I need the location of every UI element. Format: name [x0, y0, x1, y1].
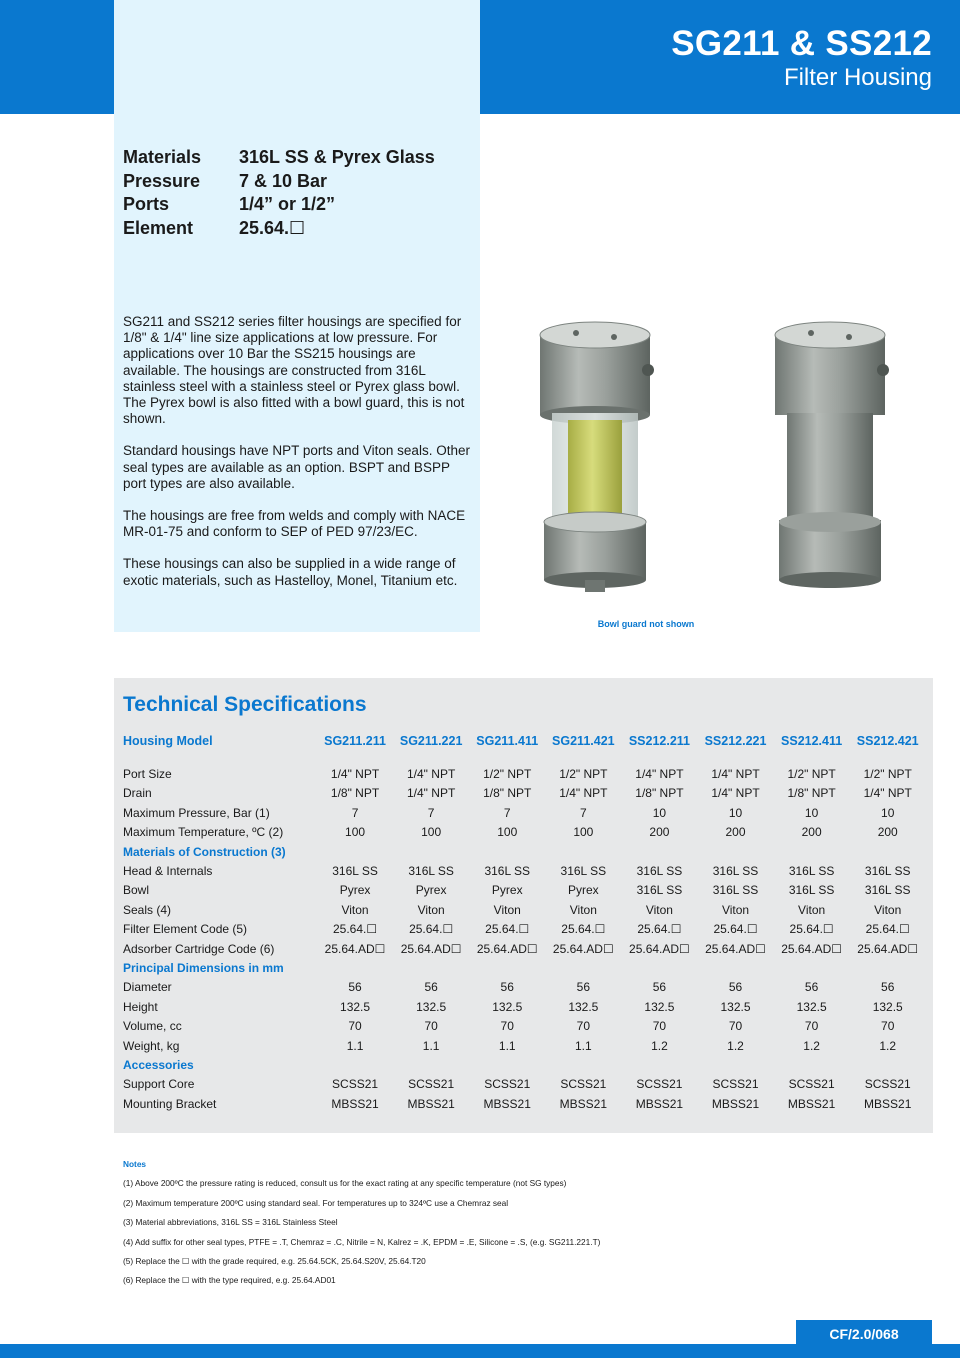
table-cell: MBSS21 — [864, 1096, 912, 1111]
table-cell: 25.64.AD☐ — [705, 941, 766, 956]
row-label: Adsorber Cartridge Code (6) — [123, 941, 275, 956]
table-cell: 56 — [576, 980, 590, 995]
table-cell: 100 — [421, 825, 442, 840]
table-cell: 1.2 — [727, 1038, 744, 1053]
table-cell: SCSS21 — [636, 1077, 683, 1092]
table-cell: 7 — [579, 805, 587, 820]
header-accent-left — [0, 0, 114, 114]
description-paragraph: SG211 and SS212 series filter housings are specified for 1/8" & 1/4" line size applications at low pressure. For applications over 10 Bar the SS215 housings are available. The housings are constructed from 316L stainless steel with a stainless steel or Pyrex glass bowl. The Pyrex bowl is also fitted with a bowl guard, this is not shown. — [123, 314, 465, 427]
table-cell: 25.64.☐ — [789, 922, 834, 937]
table-row — [123, 939, 926, 958]
table-row — [123, 861, 926, 880]
table-row — [123, 803, 926, 822]
table-cell: 56 — [500, 980, 514, 995]
product-illustration — [530, 315, 900, 615]
table-cell: Viton — [798, 902, 826, 917]
glass-bowl-housing — [540, 322, 654, 592]
row-label: Filter Element Code (5) — [123, 922, 248, 937]
table-cell: 1/4" NPT — [407, 786, 456, 801]
table-cell: MBSS21 — [711, 1096, 760, 1111]
table-cell: SCSS21 — [864, 1077, 911, 1092]
row-label: Seals (4) — [123, 902, 172, 917]
description-paragraph: These housings can also be supplied in a wide range of exotic materials, such as Hastelloy, Monel, Titanium etc. — [123, 556, 458, 588]
table-cell: Viton — [721, 902, 750, 917]
table-cell: 25.64.AD☐ — [781, 941, 842, 956]
table-cell: Pyrex — [567, 883, 599, 898]
table-cell: 132.5 — [796, 999, 827, 1014]
table-cell: 1/8" NPT — [483, 786, 532, 801]
table-cell: 70 — [576, 1019, 590, 1034]
table-cell: MBSS21 — [559, 1096, 607, 1111]
spec-table — [123, 731, 926, 1113]
spec-label: Pressure — [123, 170, 201, 191]
table-cell: 25.64.AD☐ — [400, 941, 462, 956]
table-section-row — [123, 1055, 926, 1074]
table-row — [123, 823, 926, 842]
table-cell: 25.64.☐ — [485, 922, 530, 937]
description-paragraph: The housings are free from welds and comply with NACE MR-01-75 and conform to SEP of PED 97/23/EC. — [123, 508, 466, 540]
row-label: Height — [123, 999, 158, 1014]
spec-label: Ports — [123, 194, 170, 214]
section-title: Technical Specifications — [123, 693, 367, 716]
table-cell: 1/2" NPT — [787, 767, 836, 782]
table-cell: 25.64.☐ — [561, 922, 606, 937]
row-label: Mounting Bracket — [123, 1096, 217, 1111]
table-cell: 56 — [728, 980, 743, 995]
filter-housings-image — [530, 315, 900, 615]
table-cell: 7 — [427, 805, 435, 820]
table-cell: 1/2" NPT — [559, 767, 608, 782]
table-cell: 1/4" NPT — [863, 786, 912, 801]
note-item: (6) Replace the ☐ with the type required, e.g. 25.64.AD01 — [123, 1275, 336, 1286]
table-cell: 200 — [801, 825, 822, 840]
table-cell: 1.1 — [574, 1038, 592, 1053]
table-cell: 25.64.☐ — [332, 922, 378, 937]
table-cell: 56 — [424, 980, 438, 995]
table-cell: 70 — [804, 1019, 819, 1034]
table-cell: 316L SS — [788, 883, 835, 898]
notes — [123, 1155, 600, 1291]
note-item: (4) Add suffix for other seal types, PTFE = .T, Chemraz = .C, Nitrile = N, Kalrez = .K, EPDM = .E, Silicone = .S, (e.g. SG211.221.T) — [123, 1236, 601, 1247]
table-cell: 1.1 — [422, 1038, 440, 1053]
table-cell: Viton — [645, 902, 673, 917]
model-header: SS212.211 — [628, 733, 690, 748]
spec-row-pressure — [123, 170, 435, 194]
table-row — [123, 764, 926, 783]
table-cell: 56 — [652, 980, 667, 995]
header-label: Housing Model — [123, 733, 213, 748]
model-header: SS212.421 — [856, 733, 919, 748]
table-cell: 200 — [725, 825, 746, 840]
table-row — [123, 900, 926, 919]
table-row — [123, 784, 926, 803]
table-cell: 1/4" NPT — [711, 786, 760, 801]
table-cell: 70 — [881, 1019, 895, 1034]
table-cell: 132.5 — [340, 999, 371, 1014]
table-cell: 56 — [348, 980, 362, 995]
table-cell: 100 — [345, 825, 366, 840]
spec-value: 25.64.☐ — [239, 217, 306, 238]
table-cell: 1/8" NPT — [330, 786, 380, 801]
technical-specifications — [114, 678, 933, 1133]
row-label: Port Size — [123, 767, 172, 782]
table-cell: 25.64.☐ — [713, 922, 758, 937]
header-banner — [480, 0, 960, 114]
table-cell: 316L SS — [712, 883, 759, 898]
table-cell: 132.5 — [872, 999, 903, 1014]
table-cell: 70 — [348, 1019, 362, 1034]
table-cell: SCSS21 — [788, 1077, 835, 1092]
key-specs — [123, 146, 435, 240]
table-cell: 7 — [351, 805, 359, 820]
row-label: Bowl — [123, 883, 150, 898]
table-cell: MBSS21 — [635, 1096, 684, 1111]
table-cell: 100 — [497, 825, 518, 840]
table-cell: 316L SS — [332, 864, 378, 879]
page-title: SG211 & SS212 — [671, 24, 932, 63]
spec-value: 316L SS & Pyrex Glass — [239, 147, 435, 167]
table-row — [123, 997, 926, 1016]
table-cell: Viton — [493, 902, 521, 917]
spec-value: 1/4” or 1/2” — [239, 194, 336, 214]
table-header-row — [123, 731, 926, 750]
table-cell: 70 — [652, 1019, 667, 1034]
table-cell: 25.64.AD☐ — [552, 941, 614, 956]
table-cell: 1.2 — [651, 1038, 668, 1053]
table-cell: 316L SS — [788, 864, 835, 879]
table-cell: 1/4" NPT — [330, 767, 380, 782]
table-cell: 1/2" NPT — [863, 767, 912, 782]
model-header: SS212.221 — [704, 733, 767, 748]
table-cell: Viton — [341, 902, 369, 917]
table-cell: 100 — [573, 825, 594, 840]
table-row — [123, 1016, 926, 1035]
table-cell: 316L SS — [864, 883, 911, 898]
table-cell: 10 — [728, 805, 743, 820]
table-cell: 316L SS — [712, 864, 759, 879]
table-cell: 316L SS — [636, 864, 683, 879]
table-cell: 1/2" NPT — [483, 767, 532, 782]
table-cell: 70 — [728, 1019, 743, 1034]
table-cell: 1/4" NPT — [559, 786, 608, 801]
table-cell: 25.64.AD☐ — [629, 941, 690, 956]
table-row — [123, 1075, 926, 1094]
table-cell: MBSS21 — [483, 1096, 531, 1111]
table-cell: 56 — [881, 980, 895, 995]
info-panel — [114, 114, 480, 632]
table-cell: 316L SS — [636, 883, 683, 898]
notes-title: Notes — [123, 1159, 147, 1169]
table-cell: SCSS21 — [712, 1077, 759, 1092]
row-label: Support Core — [123, 1077, 195, 1092]
table-cell: 1.2 — [879, 1038, 897, 1053]
table-cell: 200 — [877, 825, 898, 840]
stainless-bowl-housing — [775, 322, 889, 588]
section-label: Accessories — [123, 1057, 194, 1072]
table-spacer — [123, 750, 926, 764]
table-cell: 1/8" NPT — [635, 786, 684, 801]
spec-label: Element — [123, 217, 194, 238]
note-item: (2) Maximum temperature 200ºC using standard seal. For temperatures up to 324ºC use a Chemraz seal — [123, 1197, 509, 1208]
row-label: Weight, kg — [123, 1038, 180, 1053]
table-cell: Pyrex — [491, 883, 523, 898]
row-label: Maximum Pressure, Bar (1) — [123, 805, 270, 820]
header-light-panel — [114, 0, 480, 114]
table-cell: MBSS21 — [407, 1096, 455, 1111]
page-subtitle: Filter Housing — [783, 64, 932, 91]
table-row — [123, 1094, 926, 1113]
table-cell: 56 — [804, 980, 819, 995]
table-row — [123, 881, 926, 900]
table-cell: 70 — [424, 1019, 438, 1034]
table-cell: 25.64.☐ — [865, 922, 910, 937]
table-section-row — [123, 958, 926, 977]
section-label: Principal Dimensions in mm — [123, 960, 284, 975]
table-cell: Pyrex — [415, 883, 447, 898]
note-item: (1) Above 200ºC the pressure rating is reduced, consult us for the exact rating at any specific temperature (not SG types) — [123, 1178, 567, 1189]
table-cell: 25.64.☐ — [637, 922, 682, 937]
section-label: Materials of Construction (3) — [123, 844, 286, 859]
description-paragraph: Standard housings have NPT ports and Viton seals. Other seal types are available as an option. BSPT and BSPP port types are also available. — [123, 443, 470, 491]
row-label: Diameter — [123, 980, 172, 995]
table-cell: 316L SS — [560, 864, 607, 879]
table-cell: 1/4" NPT — [407, 767, 456, 782]
table-section-row — [123, 842, 926, 861]
table-cell: 316L SS — [864, 864, 911, 879]
row-label: Drain — [123, 786, 152, 801]
table-cell: 25.64.AD☐ — [857, 941, 919, 956]
table-cell: 1/8" NPT — [787, 786, 836, 801]
table-cell: MBSS21 — [331, 1096, 379, 1111]
table-cell: 316L SS — [408, 864, 454, 879]
table-cell: Viton — [569, 902, 597, 917]
table-cell: 132.5 — [568, 999, 599, 1014]
table-cell: Viton — [417, 902, 445, 917]
table-cell: 7 — [503, 805, 511, 820]
table-cell: SCSS21 — [408, 1077, 455, 1092]
table-cell: 316L SS — [484, 864, 531, 879]
model-header: SG211.221 — [399, 733, 463, 748]
table-cell: 132.5 — [416, 999, 447, 1014]
row-label: Volume, cc — [123, 1019, 182, 1034]
table-cell: 1.1 — [498, 1038, 516, 1053]
model-header: SG211.211 — [324, 733, 386, 748]
table-cell: SCSS21 — [560, 1077, 607, 1092]
spec-row-materials — [123, 146, 435, 170]
table-cell: 132.5 — [644, 999, 675, 1014]
table-cell: 132.5 — [720, 999, 751, 1014]
table-cell: Viton — [874, 902, 902, 917]
table-cell: 10 — [652, 805, 667, 820]
note-item: (5) Replace the ☐ with the grade required, e.g. 25.64.5CK, 25.64.S20V, 25.64.T20 — [123, 1256, 426, 1267]
table-cell: SCSS21 — [332, 1077, 379, 1092]
model-header: SS212.411 — [781, 733, 843, 748]
table-cell: 25.64.AD☐ — [324, 941, 386, 956]
spec-row-ports — [123, 193, 435, 217]
spec-label: Materials — [123, 147, 202, 167]
table-cell: 10 — [804, 805, 819, 820]
table-cell: 200 — [649, 825, 670, 840]
model-header: SG211.411 — [476, 733, 539, 748]
note-item: (3) Material abbreviations, 316L SS = 316L Stainless Steel — [123, 1217, 338, 1228]
model-header: SG211.421 — [552, 733, 615, 748]
table-cell: 25.64.☐ — [409, 922, 454, 937]
spec-row-element — [123, 217, 435, 241]
table-cell: 25.64.AD☐ — [476, 941, 538, 956]
table-cell: 1.1 — [346, 1038, 364, 1053]
table-cell: MBSS21 — [787, 1096, 836, 1111]
table-cell: Pyrex — [339, 883, 371, 898]
document-code: CF/2.0/068 — [796, 1320, 932, 1350]
table-row — [123, 920, 926, 939]
table-cell: 1.2 — [803, 1038, 820, 1053]
table-row — [123, 1036, 926, 1055]
table-cell: 10 — [881, 805, 895, 820]
table-row — [123, 978, 926, 997]
table-cell: 132.5 — [492, 999, 523, 1014]
spec-value: 7 & 10 Bar — [239, 170, 328, 191]
table-cell: SCSS21 — [484, 1077, 531, 1092]
row-label: Maximum Temperature, ºC (2) — [123, 825, 284, 840]
description — [123, 314, 475, 605]
image-caption: Bowl guard not shown — [597, 619, 695, 629]
row-label: Head & Internals — [123, 864, 213, 879]
table-cell: 1/4" NPT — [635, 767, 684, 782]
table-cell: 70 — [500, 1019, 514, 1034]
table-cell: 1/4" NPT — [711, 767, 760, 782]
